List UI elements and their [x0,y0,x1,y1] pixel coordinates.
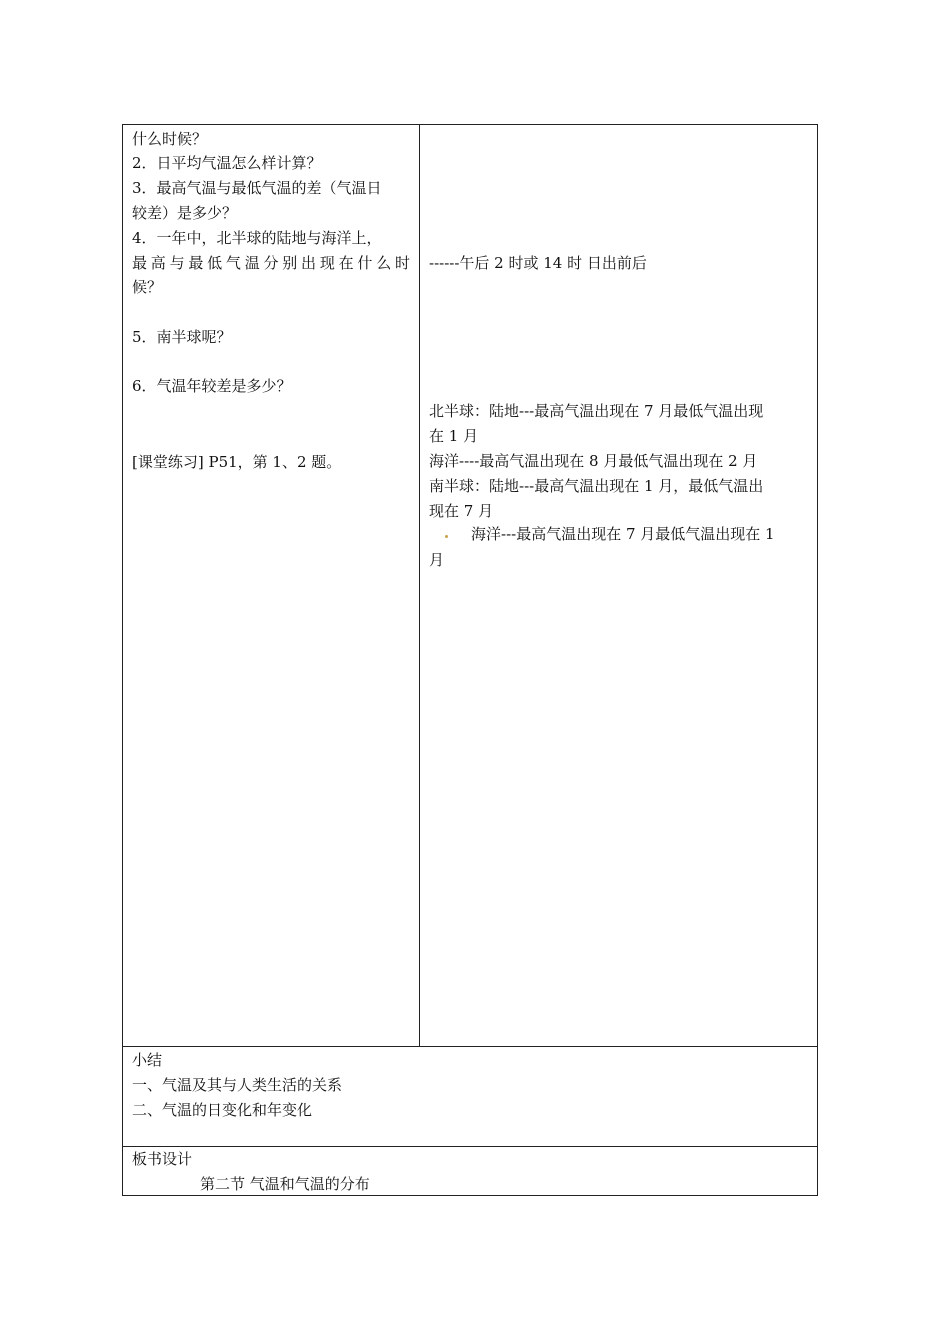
answer-line: 海洋---最高气温出现在 7 月最低气温出现在 1 [471,525,775,543]
answer-line: 北半球：陆地---最高气温出现在 7 月最低气温出现 [429,402,764,420]
board-title: 板书设计 [132,1150,193,1168]
answer-line: 南半球：陆地---最高气温出现在 1 月，最低气温出 [429,477,764,495]
question-line: 什么时候？ [132,130,208,148]
question-line: 6．气温年较差是多少？ [132,377,292,395]
question-line: 4．一年中，北半球的陆地与海洋上， [132,229,382,247]
question-line: 5．南半球呢？ [132,328,232,346]
answer-line: 现在 7 月 [429,502,494,520]
board-design-cell [123,1147,817,1195]
edit-mark [444,523,449,543]
question-line: 3．最高气温与最低气温的差（气温日 [132,179,382,197]
answers-cell [420,125,817,1047]
lesson-table [122,124,818,1196]
summary-title: 小结 [132,1051,163,1069]
question-line: 最高与最低气温分别出现在什么时 [132,254,410,272]
classroom-exercise: [课堂练习] P51，第 1、2 题。 [132,453,342,471]
question-line: 候？ [132,278,163,296]
summary-item: 一、气温及其与人类生活的关系 [132,1076,343,1094]
answer-line: ------午后 2 时或 14 时 日出前后 [429,254,647,272]
summary-cell [123,1047,817,1147]
board-heading: 第二节 气温和气温的分布 [200,1175,370,1193]
questions-cell [123,125,420,1047]
question-line: 较差）是多少？ [132,204,238,222]
summary-item: 二、气温的日变化和年变化 [132,1101,313,1119]
question-line: 2．日平均气温怎么样计算？ [132,154,322,172]
answer-line: 在 1 月 [429,427,479,445]
edit-mark-dot [445,535,448,538]
answer-line: 月 [429,551,445,569]
answer-line: 海洋----最高气温出现在 8 月最低气温出现在 2 月 [429,452,758,470]
